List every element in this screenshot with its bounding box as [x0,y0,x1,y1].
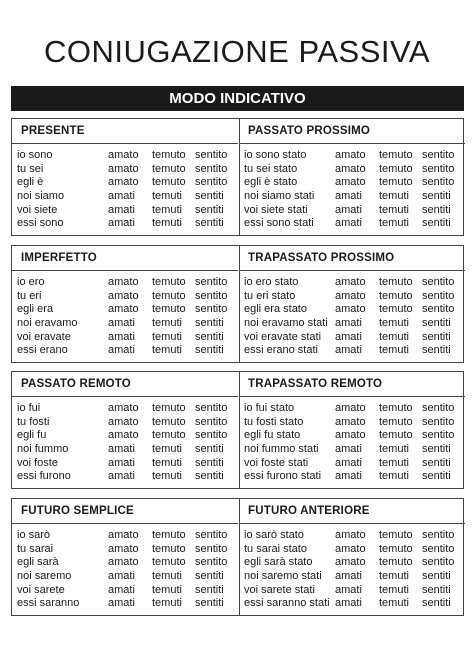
row-form-sentire: sentito [195,529,228,541]
row-form-sentire: sentiti [195,203,224,216]
row-form-sentire: sentito [422,429,455,442]
row-form-sentire: sentiti [195,317,224,330]
row-subject: egli sarà [17,556,59,569]
row-subject: voi foste [17,456,58,469]
conjugation-rows [239,149,465,231]
row-subject: io sono stato [244,149,307,161]
tense-block [11,118,464,236]
tense-heading: PASSATO PROSSIMO [248,125,371,137]
row-form-amare: amato [108,176,139,189]
row-form-amare: amato [108,529,139,541]
row-subject: voi sarete [17,583,65,596]
row-subject: noi fummo stati [244,443,319,456]
heading-rule [239,523,465,524]
row-form-amare: amati [108,583,135,596]
row-form-temere: temuto [152,303,186,316]
row-form-temere: temuti [152,470,182,483]
row-form-temere: temuti [379,317,409,330]
tense-block [11,498,464,616]
row-subject: voi siete [17,203,58,216]
row-form-sentire: sentito [195,556,228,569]
conjugation-row [239,217,465,231]
tense-cell-left [12,246,238,362]
conjugation-row [239,457,465,471]
row-form-sentire: sentiti [422,330,451,343]
conjugation-row [239,470,465,484]
row-form-sentire: sentito [422,276,455,288]
row-form-sentire: sentiti [195,217,224,230]
row-form-sentire: sentito [422,289,455,302]
conjugation-row [12,402,238,416]
row-form-amare: amati [335,443,362,456]
row-form-temere: temuto [152,176,186,189]
conjugation-row [12,190,238,204]
row-form-temere: temuti [152,570,182,583]
row-form-temere: temuto [152,529,186,541]
row-form-temere: temuto [152,542,186,555]
conjugation-row [239,176,465,190]
conjugation-row [12,443,238,457]
row-form-amare: amati [335,344,362,357]
row-form-sentire: sentito [422,149,455,161]
row-form-temere: temuto [379,529,413,541]
row-form-temere: temuto [152,415,186,428]
row-form-temere: temuto [152,162,186,175]
conjugation-row [12,204,238,218]
row-subject: egli era [17,303,54,316]
tense-cell-right [239,499,465,615]
row-form-amare: amati [108,203,135,216]
row-form-temere: temuti [379,344,409,357]
row-subject: io sarò stato [244,529,304,541]
conjugation-rows [12,276,238,358]
heading-rule [12,270,238,271]
heading-rule [12,523,238,524]
row-subject: egli sarà stato [244,556,313,569]
conjugation-row [12,556,238,570]
row-form-amare: amato [108,289,139,302]
conjugation-rows [12,149,238,231]
conjugation-row [12,149,238,163]
conjugation-row [12,290,238,304]
row-form-sentire: sentito [195,402,228,414]
conjugation-row [12,344,238,358]
row-form-sentire: sentiti [195,330,224,343]
row-form-amare: amato [335,542,366,555]
row-form-temere: temuto [379,289,413,302]
conjugation-row [239,429,465,443]
page-title: CONIUGAZIONE PASSIVA [43,34,431,69]
row-form-temere: temuto [379,429,413,442]
conjugation-row [239,543,465,557]
conjugation-row [239,416,465,430]
row-form-sentire: sentito [195,415,228,428]
row-form-sentire: sentito [195,542,228,555]
conjugation-rows [239,529,465,611]
row-form-sentire: sentito [195,149,228,161]
conjugation-row [12,163,238,177]
row-form-sentire: sentiti [422,570,451,583]
row-form-amare: amato [335,415,366,428]
row-form-amare: amato [108,149,139,161]
row-form-amare: amati [108,470,135,483]
row-form-sentire: sentiti [422,583,451,596]
row-subject: io fui stato [244,402,295,414]
heading-rule [12,396,238,397]
row-form-amare: amati [108,597,135,610]
row-form-temere: temuto [379,303,413,316]
row-form-amare: amato [108,402,139,414]
conjugation-row [239,556,465,570]
row-form-sentire: sentito [195,276,228,288]
row-form-temere: temuti [152,583,182,596]
row-form-sentire: sentiti [422,470,451,483]
row-form-amare: amati [108,330,135,343]
row-form-amare: amato [108,429,139,442]
row-form-temere: temuto [379,542,413,555]
row-form-temere: temuti [152,190,182,203]
row-form-amare: amato [335,303,366,316]
row-form-temere: temuto [152,276,186,288]
row-subject: essi sono [17,217,64,230]
row-form-sentire: sentiti [195,344,224,357]
conjugation-row [12,584,238,598]
row-form-temere: temuti [152,330,182,343]
heading-rule [239,270,465,271]
row-form-amare: amato [108,276,139,288]
row-subject: egli è stato [244,176,298,189]
tense-cell-right [239,246,465,362]
row-subject: essi furono [17,470,71,483]
row-form-amare: amato [108,162,139,175]
row-form-amare: amati [108,317,135,330]
tense-heading: PRESENTE [21,125,85,137]
row-subject: io fui [17,402,41,414]
row-subject: noi saremo stati [244,570,322,583]
tense-block [11,371,464,489]
row-subject: egli era stato [244,303,307,316]
tense-cell-left [12,119,238,235]
conjugation-row [239,276,465,290]
conjugation-row [12,416,238,430]
row-form-temere: temuti [379,583,409,596]
row-form-amare: amato [335,276,366,288]
conjugation-row [239,290,465,304]
row-form-temere: temuti [152,203,182,216]
row-form-amare: amati [335,456,362,469]
row-form-sentire: sentiti [422,217,451,230]
row-subject: essi saranno stati [244,597,330,610]
row-form-temere: temuti [379,456,409,469]
row-form-sentire: sentito [422,529,455,541]
row-form-sentire: sentiti [422,597,451,610]
conjugation-row [239,190,465,204]
row-form-sentire: sentito [422,162,455,175]
heading-rule [12,143,238,144]
row-form-amare: amato [335,162,366,175]
row-form-temere: temuto [379,402,413,414]
row-form-sentire: sentiti [195,570,224,583]
row-form-sentire: sentiti [195,597,224,610]
row-form-amare: amato [335,429,366,442]
row-subject: egli è [17,176,44,189]
row-subject: voi siete stati [244,203,308,216]
row-form-temere: temuto [379,149,413,161]
row-form-amare: amato [108,303,139,316]
row-subject: noi siamo [17,190,65,203]
conjugation-rows [12,402,238,484]
tense-heading: TRAPASSATO PROSSIMO [248,252,395,264]
row-subject: tu sei [17,162,44,175]
row-subject: noi saremo [17,570,72,583]
row-form-amare: amato [335,529,366,541]
row-form-temere: temuto [379,176,413,189]
row-form-amare: amato [108,415,139,428]
row-form-sentire: sentito [195,176,228,189]
row-form-amare: amato [108,556,139,569]
row-form-amare: amato [335,176,366,189]
conjugation-row [239,303,465,317]
row-form-amare: amato [335,289,366,302]
tense-cell-left [12,372,238,488]
row-subject: egli fu stato [244,429,301,442]
conjugation-row [12,317,238,331]
row-form-sentire: sentiti [422,344,451,357]
conjugation-row [239,443,465,457]
tense-heading: TRAPASSATO REMOTO [248,378,383,390]
conjugation-row [239,344,465,358]
row-form-amare: amati [108,456,135,469]
row-form-temere: temuto [379,415,413,428]
conjugation-row [12,570,238,584]
conjugation-row [239,204,465,218]
row-subject: io sarò [17,529,51,541]
row-form-sentire: sentiti [195,190,224,203]
tense-block [11,245,464,363]
row-form-amare: amati [335,203,362,216]
row-form-amare: amati [108,344,135,357]
conjugation-row [12,429,238,443]
row-subject: io ero [17,276,45,288]
row-subject: noi fummo [17,443,69,456]
row-form-sentire: sentito [422,176,455,189]
row-form-sentire: sentiti [195,470,224,483]
row-subject: tu fosti [17,415,50,428]
row-form-amare: amati [335,570,362,583]
row-subject: voi eravate [17,330,71,343]
row-form-temere: temuti [379,443,409,456]
row-form-sentire: sentiti [422,317,451,330]
row-form-temere: temuti [379,217,409,230]
conjugation-row [239,317,465,331]
conjugation-row [239,597,465,611]
row-form-sentire: sentiti [422,443,451,456]
conjugation-row [239,331,465,345]
row-form-amare: amati [335,317,362,330]
row-form-temere: temuti [152,456,182,469]
heading-rule [239,143,465,144]
conjugation-rows [12,529,238,611]
row-form-amare: amati [335,190,362,203]
row-form-amare: amati [335,470,362,483]
row-subject: noi siamo stati [244,190,315,203]
conjugation-row [239,584,465,598]
row-form-temere: temuto [152,149,186,161]
row-form-temere: temuto [152,556,186,569]
row-form-sentire: sentito [422,303,455,316]
row-form-amare: amati [335,583,362,596]
row-form-amare: amato [335,149,366,161]
conjugation-row [239,529,465,543]
conjugation-rows [239,276,465,358]
row-form-sentire: sentito [422,402,455,414]
row-subject: voi sarete stati [244,583,315,596]
row-form-sentire: sentiti [422,190,451,203]
mode-banner: MODO INDICATIVO [11,86,464,111]
row-form-sentire: sentiti [422,456,451,469]
row-form-amare: amati [108,190,135,203]
row-form-sentire: sentito [422,415,455,428]
row-form-temere: temuto [379,162,413,175]
row-subject: essi saranno [17,597,80,610]
row-form-sentire: sentiti [195,583,224,596]
conjugation-row [239,149,465,163]
row-subject: tu fosti stato [244,415,304,428]
row-subject: tu eri [17,289,42,302]
row-form-amare: amato [108,542,139,555]
conjugation-rows [239,402,465,484]
row-subject: essi sono stati [244,217,314,230]
tense-cell-left [12,499,238,615]
conjugation-row [239,163,465,177]
row-subject: voi eravate stati [244,330,322,343]
row-subject: tu eri stato [244,289,296,302]
tense-heading: PASSATO REMOTO [21,378,131,390]
row-form-amare: amati [108,217,135,230]
conjugation-row [12,470,238,484]
row-form-amare: amati [335,217,362,230]
row-form-temere: temuti [152,317,182,330]
row-subject: essi erano stati [244,344,318,357]
row-form-sentire: sentiti [422,203,451,216]
row-subject: essi erano [17,344,68,357]
conjugation-row [12,529,238,543]
row-form-sentire: sentiti [195,443,224,456]
row-subject: io ero stato [244,276,299,288]
row-subject: noi eravamo stati [244,317,328,330]
row-form-temere: temuto [379,556,413,569]
heading-rule [239,396,465,397]
conjugation-row [12,597,238,611]
row-form-amare: amati [108,443,135,456]
conjugation-row [12,457,238,471]
tense-heading: FUTURO ANTERIORE [248,505,370,517]
row-form-temere: temuti [152,344,182,357]
conjugation-row [12,303,238,317]
row-form-temere: temuti [379,597,409,610]
row-form-temere: temuti [379,190,409,203]
row-form-amare: amati [108,570,135,583]
conjugation-row [12,276,238,290]
tense-heading: IMPERFETTO [21,252,97,264]
conjugation-row [239,402,465,416]
row-subject: tu sarai stato [244,542,307,555]
row-form-temere: temuto [379,276,413,288]
row-subject: tu sei stato [244,162,298,175]
conjugation-row [12,331,238,345]
row-form-sentire: sentito [195,303,228,316]
row-form-amare: amato [335,402,366,414]
row-form-temere: temuti [379,203,409,216]
row-form-temere: temuto [152,402,186,414]
row-form-temere: temuti [152,597,182,610]
row-form-sentire: sentito [195,429,228,442]
row-form-sentire: sentito [422,556,455,569]
row-form-temere: temuti [152,443,182,456]
row-subject: io sono [17,149,53,161]
conjugation-row [239,570,465,584]
row-form-temere: temuti [152,217,182,230]
row-form-temere: temuti [379,470,409,483]
tense-heading: FUTURO SEMPLICE [21,505,134,517]
conjugation-row [12,543,238,557]
row-form-sentire: sentiti [195,456,224,469]
tense-cell-right [239,372,465,488]
row-form-amare: amati [335,330,362,343]
conjugation-row [12,176,238,190]
row-subject: voi foste stati [244,456,309,469]
row-form-sentire: sentito [195,162,228,175]
row-form-temere: temuti [379,570,409,583]
row-form-temere: temuto [152,429,186,442]
row-subject: tu sarai [17,542,54,555]
row-form-sentire: sentito [195,289,228,302]
row-subject: egli fu [17,429,47,442]
tense-cell-right [239,119,465,235]
row-form-amare: amato [335,556,366,569]
row-form-temere: temuti [379,330,409,343]
conjugation-row [12,217,238,231]
row-form-sentire: sentito [422,542,455,555]
row-form-temere: temuto [152,289,186,302]
row-subject: essi furono stati [244,470,322,483]
row-subject: noi eravamo [17,317,78,330]
row-form-amare: amati [335,597,362,610]
